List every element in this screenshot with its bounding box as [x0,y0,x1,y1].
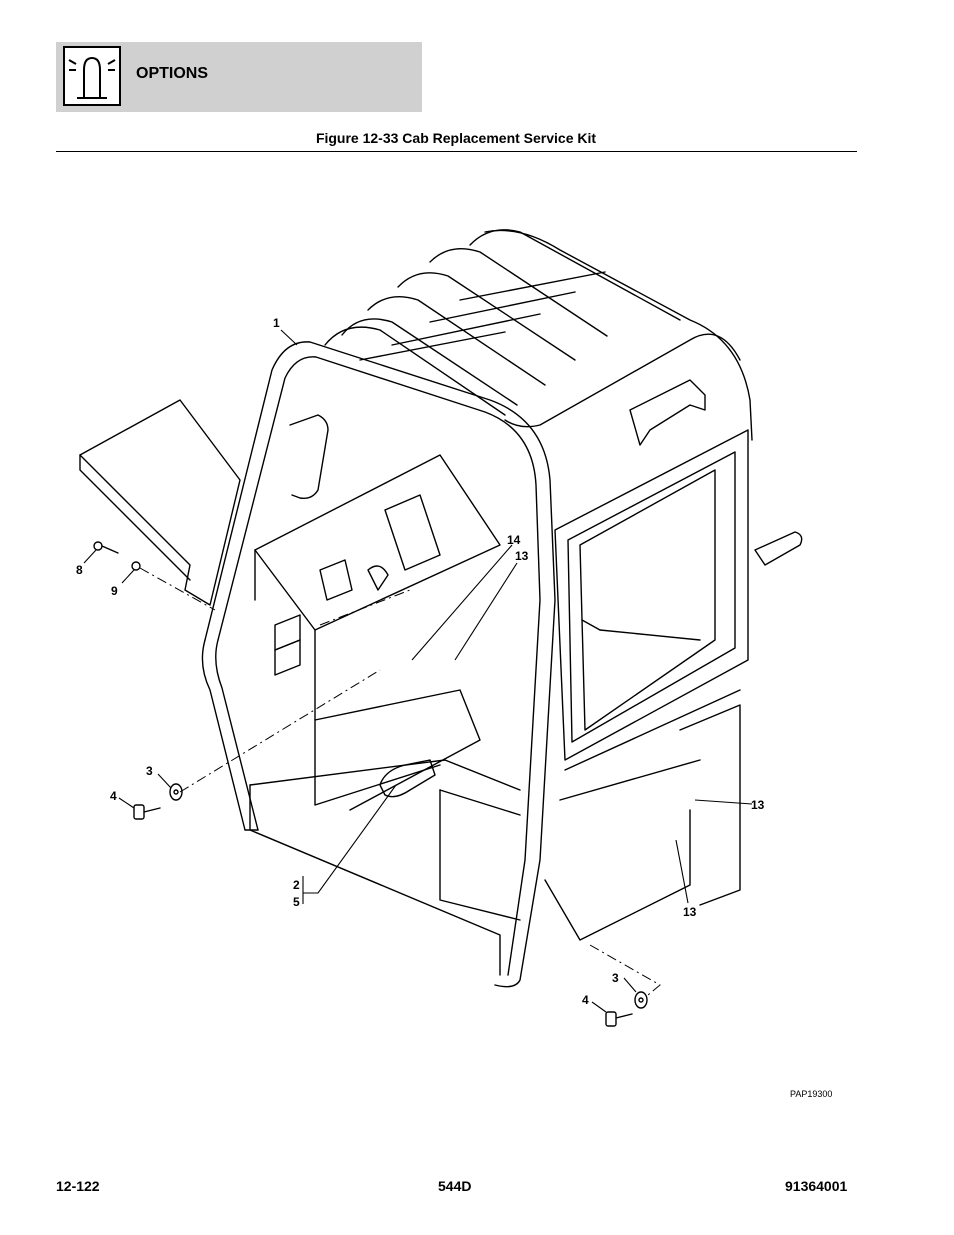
document-part-number: 91364001 [785,1178,848,1194]
rear-window-frame [555,430,748,760]
page-number: 12-122 [56,1178,100,1194]
section-title: OPTIONS [136,65,209,82]
callout-2: 2 [293,878,300,892]
callout-1: 1 [273,316,280,330]
callout-4: 4 [110,789,117,803]
bolt-4a [134,805,160,819]
callout-5: 5 [293,895,300,909]
roof-rails [325,230,752,440]
callout-9: 9 [111,584,118,598]
art-code: PAP19300 [790,1089,833,1099]
callout-4: 4 [582,993,589,1007]
bolt-8 [94,542,118,553]
figure-caption: Figure 12-33 Cab Replacement Service Kit [315,130,597,146]
callout-13: 13 [751,798,765,812]
side-bracket [755,532,802,565]
front-roll-frame [202,342,555,987]
callout-14: 14 [507,533,521,547]
model-name: 544D [438,1178,472,1194]
callout-3: 3 [146,764,153,778]
callout-3: 3 [612,971,619,985]
leader-lines [84,330,752,1012]
floor-panel [315,690,480,810]
left-console [255,455,500,805]
callout-13: 13 [515,549,529,563]
roof-step-bracket [630,380,705,445]
washer-3b [635,992,647,1008]
floor-mat [80,400,240,605]
cab-floor-base [250,690,740,975]
bolt-4b [606,1012,632,1026]
side-window-handle [290,415,328,498]
callout-8: 8 [76,563,83,577]
callout-13: 13 [683,905,697,919]
washer-9 [132,562,140,570]
